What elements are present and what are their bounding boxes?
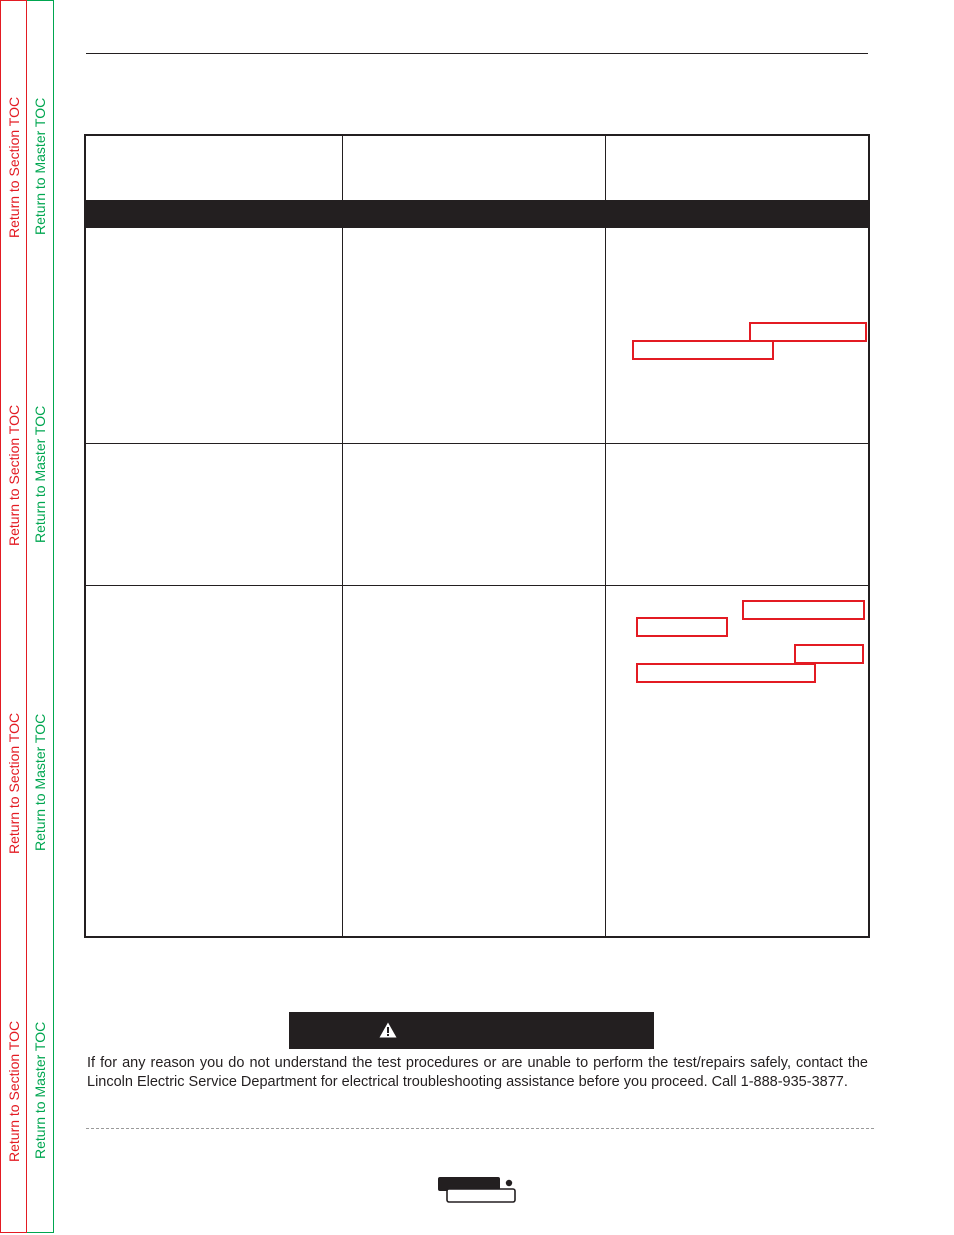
return-to-master-toc-link[interactable]: Return to Master TOC: [32, 713, 48, 851]
cross-reference-link[interactable]: [636, 617, 728, 637]
warning-triangle-icon: [379, 1022, 397, 1038]
return-to-section-toc-link[interactable]: Return to Section TOC: [6, 1020, 22, 1162]
troubleshooting-table: [84, 134, 870, 938]
cross-reference-link[interactable]: [794, 644, 864, 664]
cross-reference-link[interactable]: [742, 600, 865, 620]
row-divider: [86, 585, 868, 586]
cross-reference-link[interactable]: [749, 322, 867, 342]
cross-reference-link[interactable]: [636, 663, 816, 683]
return-to-master-toc-link[interactable]: Return to Master TOC: [32, 405, 48, 543]
return-to-section-toc-link[interactable]: Return to Section TOC: [6, 96, 22, 238]
return-to-section-toc-link[interactable]: Return to Section TOC: [6, 404, 22, 546]
row-divider: [86, 443, 868, 444]
column-divider: [605, 136, 606, 936]
cross-reference-link[interactable]: [632, 340, 774, 360]
service-department-note: If for any reason you do not understand the test procedures or are unable to perform the test/repairs safely, contact the Lincoln Electric Service Department for electrical troubleshooting assistance before you proceed. Call 1-888-935-3877.: [87, 1055, 868, 1090]
return-to-master-toc-link[interactable]: Return to Master TOC: [32, 97, 48, 235]
table-category-band: [86, 200, 868, 228]
lincoln-electric-logo: [437, 1176, 517, 1204]
column-divider: [342, 136, 343, 936]
caution-banner: [289, 1012, 654, 1049]
header-rule: [86, 53, 868, 54]
footer-dashed-rule: [86, 1128, 874, 1129]
return-to-section-toc-link[interactable]: Return to Section TOC: [6, 712, 22, 854]
return-to-master-toc-link[interactable]: Return to Master TOC: [32, 1021, 48, 1159]
